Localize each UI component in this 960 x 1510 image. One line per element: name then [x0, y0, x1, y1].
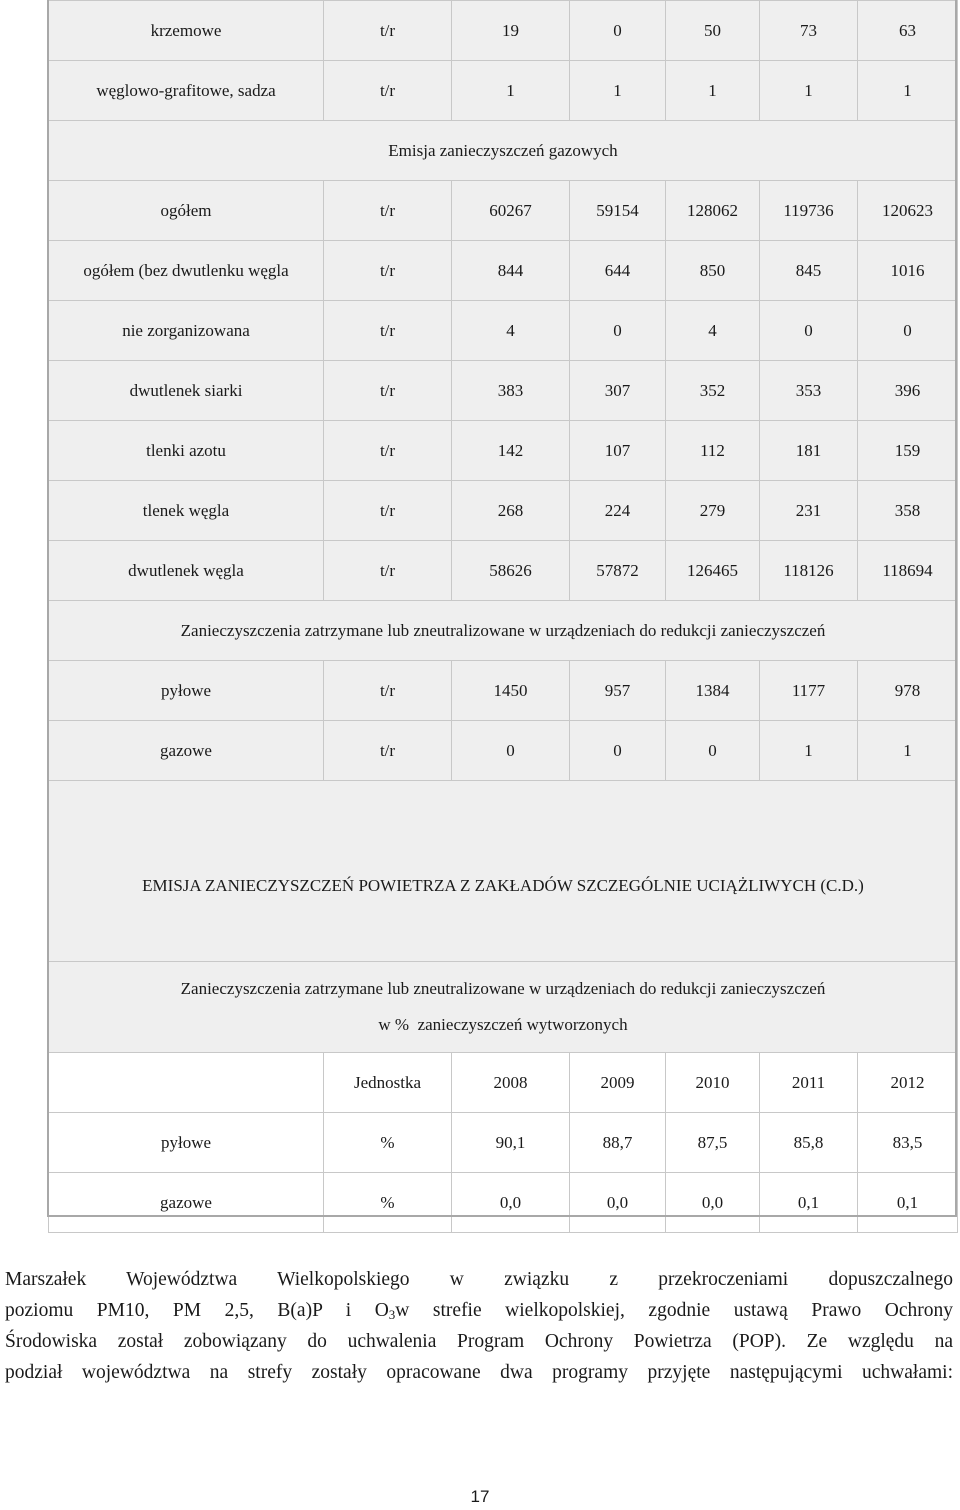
value-cell: 107: [570, 421, 666, 481]
value-cell: 1: [858, 721, 958, 781]
value-cell: 126465: [666, 541, 760, 601]
value-cell: 396: [858, 361, 958, 421]
value-cell: 181: [760, 421, 858, 481]
subscript: 3: [388, 1307, 396, 1322]
section-subtitle: w % zanieczyszczeń wytworzonych: [378, 1015, 628, 1034]
value-cell: 1177: [760, 661, 858, 721]
value-cell: 1: [760, 61, 858, 121]
row-label: tlenki azotu: [49, 421, 324, 481]
value-cell: 383: [452, 361, 570, 421]
row-label: dwutlenek siarki: [49, 361, 324, 421]
unit-cell: t/r: [324, 661, 452, 721]
value-cell: 0,0: [570, 1173, 666, 1233]
value-cell: 845: [760, 241, 858, 301]
row-label: pyłowe: [49, 1113, 324, 1173]
section-title: Zanieczyszczenia zatrzymane lub zneutralizowane w urządzeniach do redukcji zanieczyszczeń: [49, 601, 958, 661]
value-cell: 1450: [452, 661, 570, 721]
value-cell: 63: [858, 1, 958, 61]
value-cell: 268: [452, 481, 570, 541]
value-cell: 88,7: [570, 1113, 666, 1173]
body-paragraph: [5, 1264, 953, 1388]
value-cell: 0: [666, 721, 760, 781]
unit-cell: t/r: [324, 301, 452, 361]
value-cell: 0: [570, 301, 666, 361]
section-row: [49, 781, 958, 962]
value-cell: 159: [858, 421, 958, 481]
unit-cell: t/r: [324, 541, 452, 601]
section-row: [49, 121, 958, 181]
value-cell: 307: [570, 361, 666, 421]
value-cell: 118126: [760, 541, 858, 601]
table-row: [49, 541, 958, 601]
emissions-table: [48, 0, 958, 1233]
row-label: pyłowe: [49, 661, 324, 721]
section-title: Zanieczyszczenia zatrzymane lub zneutralizowane w urządzeniach do redukcji zanieczyszczeń: [180, 979, 826, 998]
unit-cell: t/r: [324, 421, 452, 481]
value-cell: 0: [570, 721, 666, 781]
year-header: 2010: [666, 1053, 760, 1113]
value-cell: 90,1: [452, 1113, 570, 1173]
value-cell: 4: [666, 301, 760, 361]
row-label: ogółem (bez dwutlenku węgla: [49, 241, 324, 301]
year-header: 2008: [452, 1053, 570, 1113]
value-cell: 50: [666, 1, 760, 61]
row-label: nie zorganizowana: [49, 301, 324, 361]
table-row: [49, 721, 958, 781]
value-cell: 85,8: [760, 1113, 858, 1173]
unit-cell: %: [324, 1173, 452, 1233]
unit-cell: t/r: [324, 361, 452, 421]
table-row: [49, 361, 958, 421]
value-cell: 957: [570, 661, 666, 721]
table-row: [49, 421, 958, 481]
table-row: [49, 241, 958, 301]
value-cell: 119736: [760, 181, 858, 241]
paragraph-line: Środowiska został zobowiązany do uchwalenia Program Ochrony Powietrza (POP). Ze względu na: [5, 1331, 953, 1352]
value-cell: 0,0: [666, 1173, 760, 1233]
value-cell: 0: [570, 1, 666, 61]
value-cell: 358: [858, 481, 958, 541]
value-cell: 118694: [858, 541, 958, 601]
value-cell: 19: [452, 1, 570, 61]
value-cell: 353: [760, 361, 858, 421]
table-row: [49, 1, 958, 61]
value-cell: 978: [858, 661, 958, 721]
value-cell: 57872: [570, 541, 666, 601]
row-label: krzemowe: [49, 1, 324, 61]
row-label: węglowo-grafitowe, sadza: [49, 61, 324, 121]
section-row: [49, 601, 958, 661]
value-cell: 844: [452, 241, 570, 301]
row-label: ogółem: [49, 181, 324, 241]
paragraph-text: w strefie wielkopolskiej, zgodnie ustawą Prawo Ochrony: [395, 1300, 953, 1321]
empty-cell: [49, 1053, 324, 1113]
table-row: [49, 301, 958, 361]
section-title: Emisja zanieczyszczeń gazowych: [49, 121, 958, 181]
unit-cell: t/r: [324, 241, 452, 301]
value-cell: 1: [760, 721, 858, 781]
header-row: [49, 1053, 958, 1113]
value-cell: 279: [666, 481, 760, 541]
table-row: [49, 1113, 958, 1173]
unit-cell: t/r: [324, 181, 452, 241]
value-cell: 0,1: [760, 1173, 858, 1233]
value-cell: 60267: [452, 181, 570, 241]
unit-cell: t/r: [324, 481, 452, 541]
value-cell: 1: [452, 61, 570, 121]
paragraph-line: podział województwa na strefy zostały opracowane dwa programy przyjęte następującymi uchwałami:: [5, 1362, 953, 1383]
row-label: dwutlenek węgla: [49, 541, 324, 601]
table-heading: EMISJA ZANIECZYSZCZEŃ POWIETRZA Z ZAKŁADÓW SZCZEGÓLNIE UCIĄŻLIWYCH (C.D.): [49, 781, 958, 962]
value-cell: 0,0: [452, 1173, 570, 1233]
year-header: 2009: [570, 1053, 666, 1113]
value-cell: 1: [858, 61, 958, 121]
value-cell: 120623: [858, 181, 958, 241]
value-cell: 83,5: [858, 1113, 958, 1173]
paragraph-line: [5, 1295, 953, 1326]
value-cell: 128062: [666, 181, 760, 241]
unit-cell: t/r: [324, 721, 452, 781]
value-cell: 352: [666, 361, 760, 421]
value-cell: 1384: [666, 661, 760, 721]
section-row: [49, 962, 958, 1053]
year-header: 2011: [760, 1053, 858, 1113]
value-cell: 0: [760, 301, 858, 361]
value-cell: 73: [760, 1, 858, 61]
table-row: [49, 1173, 958, 1233]
value-cell: 0: [858, 301, 958, 361]
unit-cell: %: [324, 1113, 452, 1173]
value-cell: 1: [570, 61, 666, 121]
row-label: tlenek węgla: [49, 481, 324, 541]
table-row: [49, 661, 958, 721]
paragraph-text: poziomu PM10, PM 2,5, B(a)P i O: [5, 1300, 389, 1321]
unit-cell: t/r: [324, 61, 452, 121]
value-cell: 850: [666, 241, 760, 301]
value-cell: 224: [570, 481, 666, 541]
unit-cell: t/r: [324, 1, 452, 61]
unit-header: Jednostka: [324, 1053, 452, 1113]
table-row: [49, 61, 958, 121]
value-cell: 142: [452, 421, 570, 481]
paragraph-line: Marszałek Województwa Wielkopolskiego w związku z przekroczeniami dopuszczalnego: [5, 1269, 953, 1290]
value-cell: 1016: [858, 241, 958, 301]
row-label: gazowe: [49, 721, 324, 781]
section-title-block: [49, 962, 958, 1053]
row-label: gazowe: [49, 1173, 324, 1233]
value-cell: 231: [760, 481, 858, 541]
value-cell: 644: [570, 241, 666, 301]
table-row: [49, 181, 958, 241]
value-cell: 0: [452, 721, 570, 781]
value-cell: 87,5: [666, 1113, 760, 1173]
value-cell: 0,1: [858, 1173, 958, 1233]
year-header: 2012: [858, 1053, 958, 1113]
value-cell: 112: [666, 421, 760, 481]
value-cell: 59154: [570, 181, 666, 241]
value-cell: 1: [666, 61, 760, 121]
value-cell: 58626: [452, 541, 570, 601]
value-cell: 4: [452, 301, 570, 361]
page-number: 17: [470, 1487, 490, 1506]
table-row: [49, 481, 958, 541]
